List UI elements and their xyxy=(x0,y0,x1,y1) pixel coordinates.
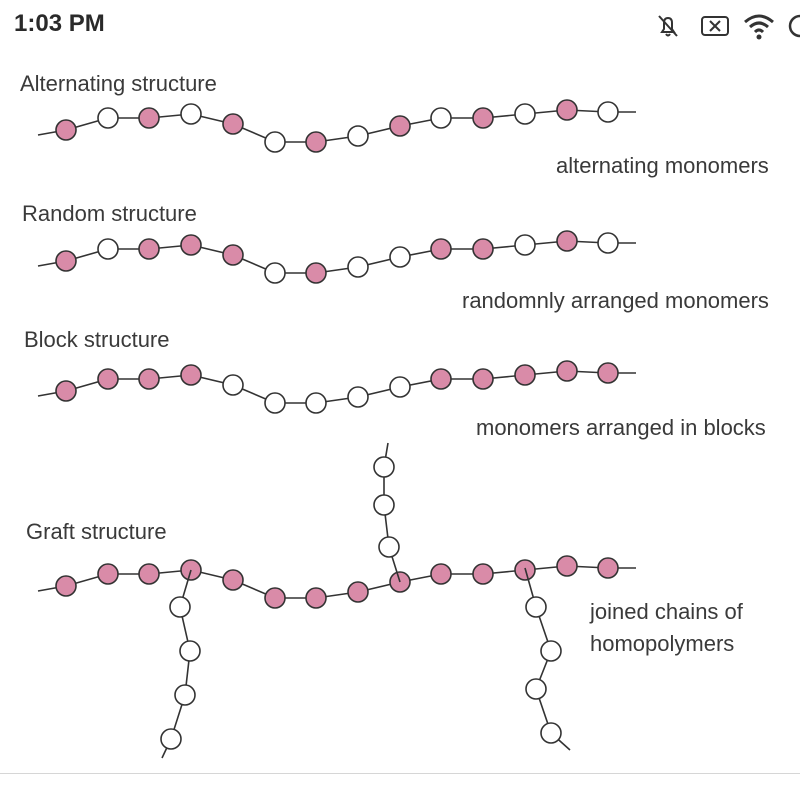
graft-branch-left xyxy=(161,570,200,758)
monomer-b xyxy=(374,457,394,477)
monomer-b xyxy=(541,641,561,661)
monomer-b xyxy=(348,257,368,277)
monomer-a xyxy=(557,231,577,251)
monomer-b xyxy=(598,102,618,122)
monomer-a xyxy=(181,235,201,255)
monomer-b xyxy=(265,393,285,413)
monomer-a xyxy=(98,564,118,584)
monomer-a xyxy=(223,114,243,134)
monomer-a xyxy=(181,365,201,385)
chain-backbone xyxy=(38,241,636,273)
monomer-b xyxy=(431,108,451,128)
monomer-b xyxy=(541,723,561,743)
block-chain xyxy=(38,361,636,413)
monomer-a xyxy=(431,369,451,389)
monomer-a xyxy=(56,576,76,596)
monomer-a xyxy=(139,108,159,128)
monomer-a xyxy=(56,381,76,401)
graft-branch-up xyxy=(374,443,400,582)
monomer-b xyxy=(374,495,394,515)
monomer-b xyxy=(161,729,181,749)
monomer-a xyxy=(431,239,451,259)
monomer-b xyxy=(223,375,243,395)
alternating-structure-title: Alternating structure xyxy=(20,71,217,96)
monomer-a xyxy=(223,245,243,265)
monomer-a xyxy=(223,570,243,590)
graft-branch-right xyxy=(525,568,570,750)
monomer-b xyxy=(515,104,535,124)
chain-backbone xyxy=(38,110,636,142)
monomer-b xyxy=(181,104,201,124)
monomer-b xyxy=(390,247,410,267)
alternating-structure-caption: alternating monomers xyxy=(556,153,769,178)
block-structure-title: Block structure xyxy=(24,327,170,352)
monomer-a xyxy=(473,564,493,584)
monomer-a xyxy=(598,363,618,383)
monomer-a xyxy=(139,564,159,584)
monomer-a xyxy=(557,361,577,381)
monomer-a xyxy=(306,132,326,152)
monomer-a xyxy=(557,100,577,120)
monomer-b xyxy=(598,233,618,253)
monomer-a xyxy=(390,116,410,136)
monomer-b xyxy=(379,537,399,557)
random-chain xyxy=(38,231,636,283)
random-structure-title: Random structure xyxy=(22,201,197,226)
monomer-a xyxy=(348,582,368,602)
graft-chain xyxy=(38,556,636,608)
alternating-chain xyxy=(38,100,636,152)
monomer-a xyxy=(306,263,326,283)
chain-backbone xyxy=(38,371,636,403)
monomer-b xyxy=(526,597,546,617)
monomer-a xyxy=(431,564,451,584)
graft-structure-title: Graft structure xyxy=(26,519,167,544)
monomer-b xyxy=(175,685,195,705)
monomer-a xyxy=(139,239,159,259)
status-time: 1:03 PM xyxy=(14,10,105,37)
monomer-b xyxy=(170,597,190,617)
monomer-a xyxy=(473,369,493,389)
monomer-b xyxy=(98,239,118,259)
monomer-b xyxy=(265,132,285,152)
monomer-a xyxy=(473,239,493,259)
monomer-a xyxy=(557,556,577,576)
monomer-a xyxy=(56,251,76,271)
monomer-a xyxy=(598,558,618,578)
monomer-a xyxy=(56,120,76,140)
monomer-b xyxy=(348,387,368,407)
monomer-a xyxy=(473,108,493,128)
monomer-a xyxy=(515,365,535,385)
monomer-b xyxy=(515,235,535,255)
random-structure-caption: randomnly arranged monomers xyxy=(462,288,769,313)
monomer-a xyxy=(98,369,118,389)
monomer-b xyxy=(526,679,546,699)
monomer-b xyxy=(306,393,326,413)
monomer-a xyxy=(139,369,159,389)
monomer-a xyxy=(306,588,326,608)
graft-structure-caption-line1: joined chains of xyxy=(590,599,743,624)
monomer-b xyxy=(98,108,118,128)
chain-backbone xyxy=(38,566,636,598)
monomer-b xyxy=(348,126,368,146)
monomer-b xyxy=(390,377,410,397)
graft-structure-caption-line2: homopolymers xyxy=(590,631,735,656)
monomer-b xyxy=(180,641,200,661)
block-structure-caption: monomers arranged in blocks xyxy=(476,415,766,440)
bottom-divider xyxy=(0,773,800,774)
monomer-b xyxy=(265,263,285,283)
monomer-a xyxy=(265,588,285,608)
